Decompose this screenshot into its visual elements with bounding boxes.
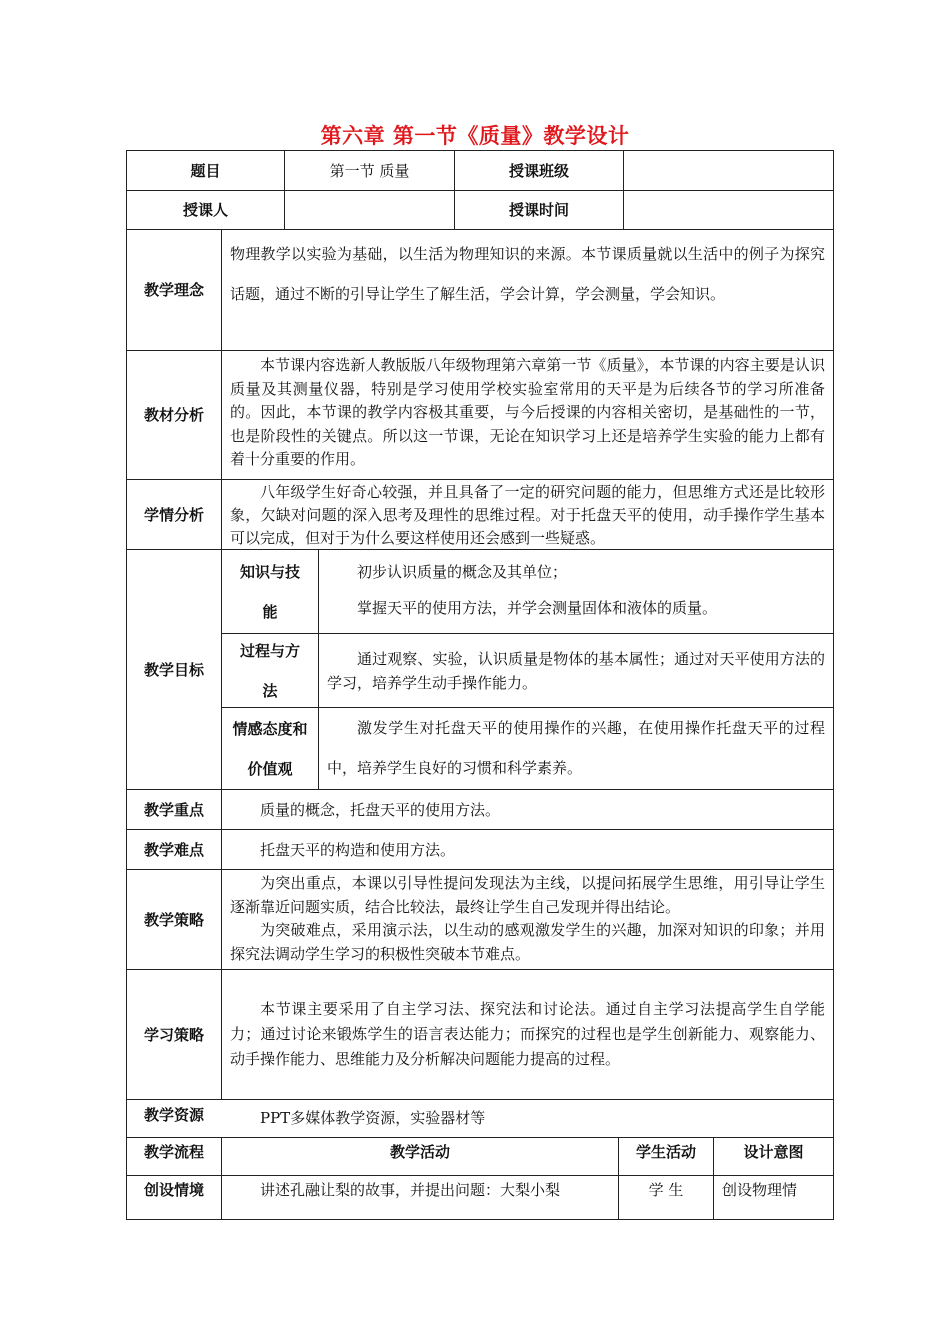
learning-value: 本节课主要采用了自主学习法、探究法和讨论法。通过自主学习法提高学生自学能力；通过讨论来锻炼学生的语言表达能力；而探究的过程也是学生创新能力、观察能力、动手操作能力、思维能力及分析解决问题能力提高的过程。 bbox=[230, 1000, 825, 1068]
topic-label: 题目 bbox=[190, 161, 221, 180]
flow-row-stage: 创设情境 bbox=[143, 1181, 204, 1199]
strategy-paragraph-2: 为突破难点，采用演示法，以生动的感观激发学生的兴趣，加深对知识的印象；并用探究法调动学生学习的积极性突破本节难点。 bbox=[230, 921, 825, 963]
resources-label: 教学资源 bbox=[143, 1106, 204, 1124]
strategy-label: 教学策略 bbox=[143, 910, 204, 929]
flow-row-activity: 讲述孔融让梨的故事，并提出问题：大梨小梨 bbox=[260, 1181, 561, 1199]
learning-text bbox=[222, 970, 833, 1099]
teacher-label: 授课人 bbox=[182, 201, 228, 219]
goal-attitude-line: 激发学生对托盘天平的使用操作的兴趣，在使用操作托盘天平的过程中，培养学生良好的习惯和科学素养。 bbox=[327, 719, 825, 777]
material-label: 教材分析 bbox=[143, 406, 204, 424]
difficulty-text bbox=[222, 830, 833, 869]
goal-knowledge-label: 知识与技能 bbox=[239, 562, 300, 621]
difficulty-label: 教学难点 bbox=[143, 840, 204, 859]
goal-process-line: 通过观察、实验，认识质量是物体的基本属性；通过对天平使用方法的学习，培养学生动手操作能力。 bbox=[327, 649, 825, 692]
flow-header-activity: 教学活动 bbox=[389, 1142, 450, 1161]
key-point-text bbox=[222, 790, 833, 829]
philosophy-text: 物理教学以实验为基础，以生活为物理知识的来源。本节课质量就以生活中的例子为探究话题，通过不断的引导让学生了解生活，学会计算，学会测量，学会知识。 bbox=[230, 245, 825, 303]
time-value bbox=[624, 191, 833, 229]
goal-attitude-label: 情感态度和价值观 bbox=[232, 719, 308, 778]
resources-text bbox=[222, 1100, 833, 1137]
topic-value: 第一节 质量 bbox=[329, 161, 410, 180]
key-point-value: 质量的概念，托盘天平的使用方法。 bbox=[260, 800, 501, 819]
difficulty-value: 托盘天平的构造和使用方法。 bbox=[260, 840, 456, 859]
goal-attitude-text bbox=[319, 708, 833, 789]
document-title: 第六章 第一节《质量》教学设计 bbox=[320, 124, 630, 148]
learning-label: 学习策略 bbox=[143, 1025, 204, 1044]
flow-header-student: 学生活动 bbox=[635, 1142, 696, 1161]
philosophy-label: 教学理念 bbox=[143, 281, 204, 299]
goal-knowledge-line-2: 掌握天平的使用方法，并学会测量固体和液体的质量。 bbox=[357, 599, 718, 617]
strategy-paragraph-1: 为突出重点，本课以引导性提问发现法为主线，以提问拓展学生思维，用引导让学生逐渐靠近问题实质，结合比较法，最终让学生自己发现并得出结论。 bbox=[230, 874, 825, 916]
flow-header-stage: 教学流程 bbox=[143, 1142, 204, 1161]
key-point-label: 教学重点 bbox=[143, 800, 204, 819]
class-label: 授课班级 bbox=[508, 161, 569, 180]
goal-knowledge-text bbox=[319, 550, 833, 633]
goals-label: 教学目标 bbox=[143, 660, 204, 679]
teacher-value bbox=[285, 191, 454, 229]
flow-row-intent: 创设物理情 bbox=[722, 1181, 798, 1199]
time-label: 授课时间 bbox=[508, 201, 569, 219]
strategy-text bbox=[222, 870, 833, 969]
goal-process-label: 过程与方法 bbox=[239, 641, 300, 700]
students-label: 学情分析 bbox=[143, 505, 204, 524]
class-value bbox=[624, 151, 833, 190]
flow-header-intent: 设计意图 bbox=[743, 1142, 804, 1161]
flow-row-student: 学 生 bbox=[648, 1181, 684, 1199]
resources-value: PPT多媒体教学资源，实验器材等 bbox=[260, 1109, 486, 1127]
students-text: 八年级学生好奇心较强，并且具备了一定的研究问题的能力，但思维方式还是比较形象，欠缺对问题的深入思考及理性的思维过程。对于托盘天平的使用，动手操作学生基本可以完成，但对于为什么要这样使用还会感到一些疑惑。 bbox=[230, 483, 825, 547]
goal-process-text bbox=[319, 634, 833, 707]
material-text: 本节课内容选新人教版版八年级物理第六章第一节《质量》，本节课的内容主要是认识质量及其测量仪器，特别是学习使用学校实验室常用的天平是为后续各节的学习所准备的。因此，本节课的教学内容极其重要，与今后授课的内容相关密切，是基础性的一节，也是阶段性的关键点。所以这一节课，无论在知识学习上还是培养学生实验的能力上都有着十分重要的作用。 bbox=[230, 356, 825, 468]
goal-knowledge-line-1: 初步认识质量的概念及其单位； bbox=[357, 563, 568, 581]
